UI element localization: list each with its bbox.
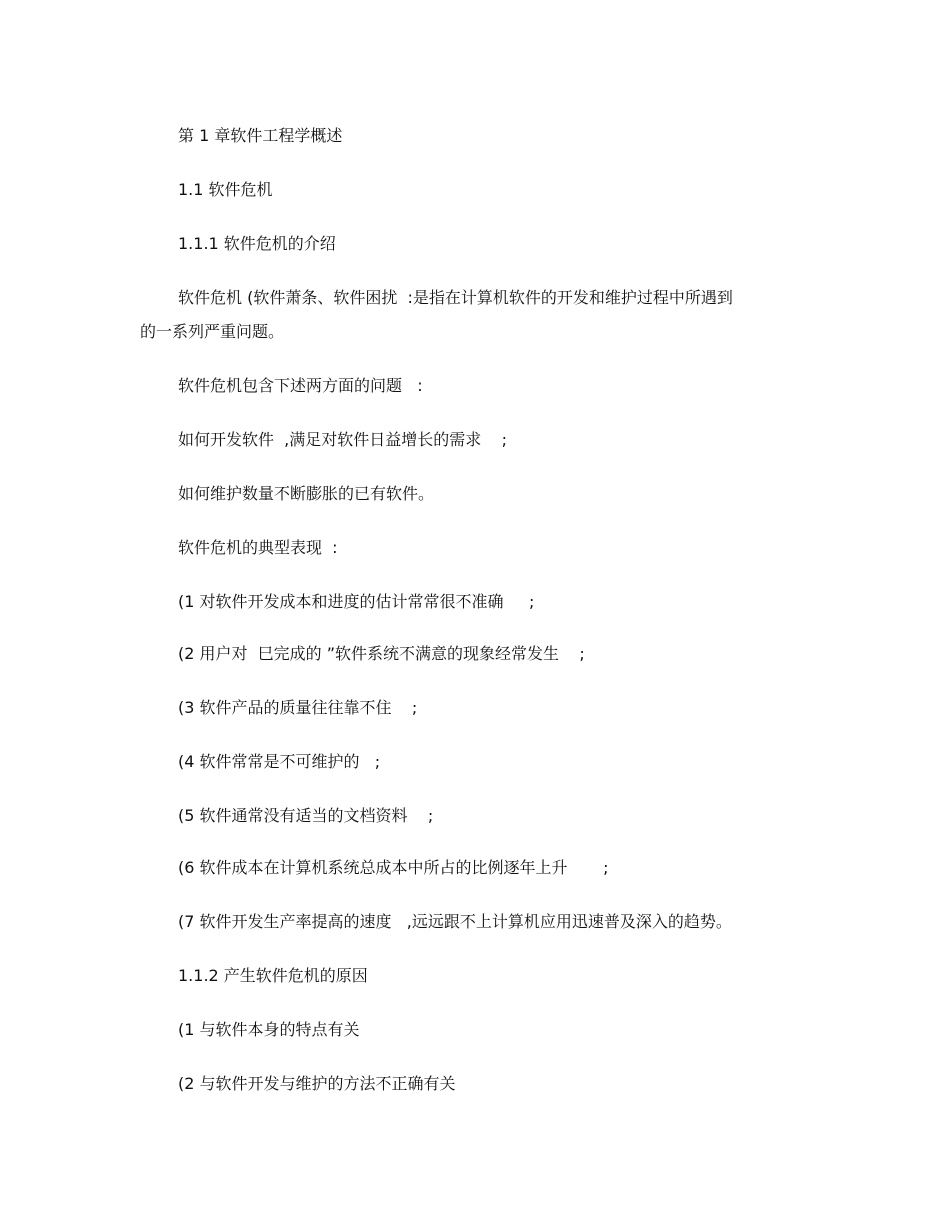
list-item: (2 与软件开发与维护的方法不正确有关 bbox=[178, 1074, 456, 1093]
subsection-title: 1.1.2 产生软件危机的原因 bbox=[178, 966, 368, 985]
paragraph-line: 软件危机 (软件萧条、软件困扰 :是指在计算机软件的开发和维护过程中所遇到 bbox=[178, 288, 733, 307]
list-item: (3 软件产品的质量往往靠不住 ; bbox=[178, 698, 418, 717]
subsection-title: 1.1.1 软件危机的介绍 bbox=[178, 234, 336, 253]
paragraph-line: 的一系列严重问题。 bbox=[140, 322, 285, 341]
list-item: (1 对软件开发成本和进度的估计常常很不准确 ; bbox=[178, 592, 535, 611]
paragraph-line: 软件危机的典型表现 : bbox=[178, 538, 338, 557]
list-item: (7 软件开发生产率提高的速度 ,远远跟不上计算机应用迅速普及深入的趋势。 bbox=[178, 912, 732, 931]
list-item: (2 用户对 巳完成的 ”软件系统不满意的现象经常发生 ; bbox=[178, 644, 585, 663]
list-item: (5 软件通常没有适当的文档资料 ; bbox=[178, 806, 434, 825]
list-item: (4 软件常常是不可维护的 ; bbox=[178, 752, 381, 771]
list-item: (1 与软件本身的特点有关 bbox=[178, 1020, 360, 1039]
list-item: 如何开发软件 ,满足对软件日益增长的需求 ; bbox=[178, 430, 507, 449]
chapter-title: 第 1 章软件工程学概述 bbox=[178, 126, 343, 145]
list-item: (6 软件成本在计算机系统总成本中所占的比例逐年上升 ; bbox=[178, 858, 609, 877]
section-title: 1.1 软件危机 bbox=[178, 180, 273, 199]
list-item: 如何维护数量不断膨胀的已有软件。 bbox=[178, 484, 435, 503]
paragraph-line: 软件危机包含下述两方面的问题 : bbox=[178, 376, 423, 395]
